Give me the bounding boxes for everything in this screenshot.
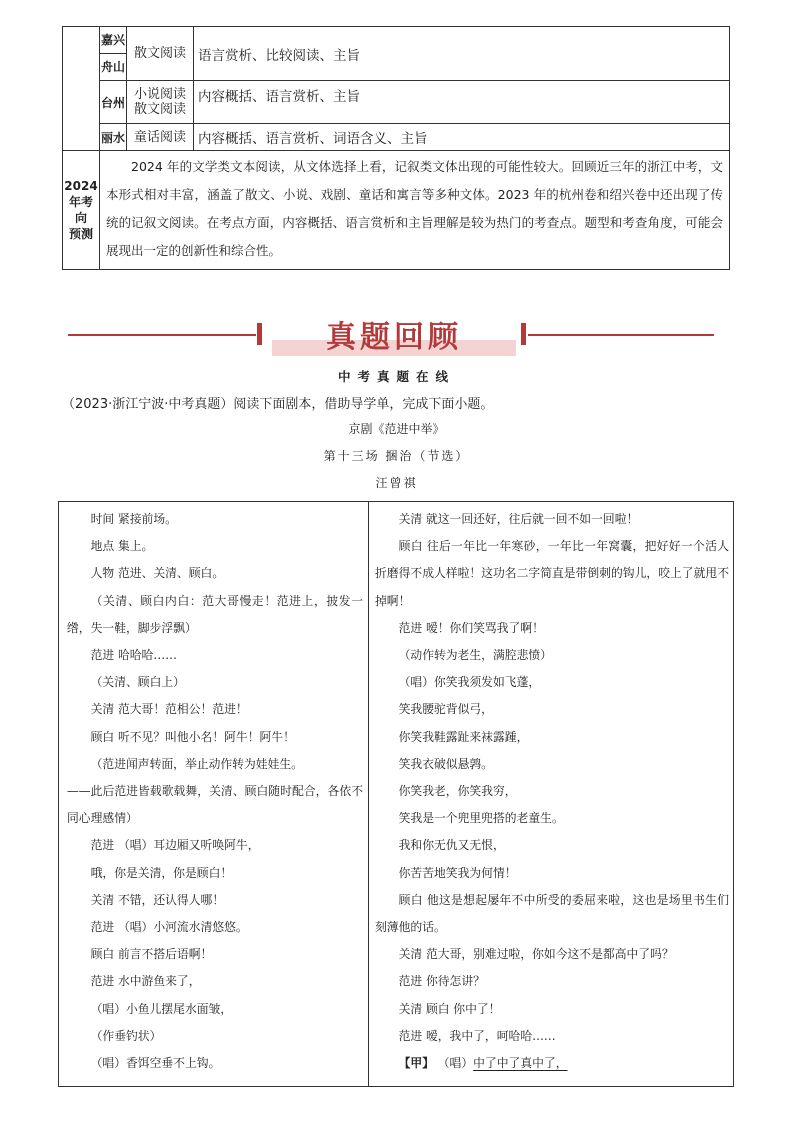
script-line: （关清、顾白上） (90, 675, 185, 690)
script-line: 你笑我老，你笑我穷， (398, 784, 517, 799)
script-line: 笑我是一个兜里兜搭的老童生。 (398, 811, 564, 826)
script-line: 范进 （唱）小河流水清悠悠。 (90, 920, 248, 935)
script-line: 你苦苦地笑我为何情！ (398, 865, 517, 880)
prediction-label-line: 预测 (68, 227, 93, 241)
section-divider-left (68, 334, 256, 336)
script-line: 哦，你是关清，你是顾白！ (90, 865, 233, 880)
script-line: 时间 紧接前场。 (90, 512, 177, 526)
script-last-line (375, 1050, 729, 1077)
section-subhead: 中考真题在线 (337, 369, 455, 384)
city-name: 台州 (100, 95, 125, 110)
city-cell (100, 27, 127, 81)
genre-cell (127, 81, 194, 124)
section-divider-right (528, 334, 714, 336)
script-line: 关清 顾白 你中了！ (398, 1001, 501, 1016)
genre-name: 童话阅读 (133, 129, 186, 145)
script-line: （唱）香饵空垂不上钩。 (90, 1056, 221, 1071)
sing-cue: （唱） (437, 1056, 474, 1071)
script-line: （唱）你笑我须发如飞蓬， (398, 675, 541, 690)
script-line: 范进 你待怎讲？ (398, 974, 485, 989)
script-line: 顾白 听不见？叫他小名！阿牛！阿牛！ (90, 729, 295, 744)
table-side-cell (63, 27, 100, 151)
play-author: 汪曾祺 (375, 476, 418, 490)
script-line: （作垂钓状） (90, 1028, 162, 1043)
script-line: 关清 不错，还认得人哪！ (90, 892, 225, 907)
section-bar-right (521, 323, 526, 345)
script-line: 我和你无仇又无恨， (398, 838, 505, 853)
question-intro: （2023·浙江宁波·中考真题）阅读下面剧本，借助导学单，完成下面小题。 (62, 397, 494, 412)
scene-title: 第十三场 捆治（节选） (323, 449, 470, 463)
script-line: 范进 哈哈哈…… (90, 648, 177, 663)
play-title: 京剧《范进中举》 (348, 422, 445, 436)
genre-name: 散文阅读 (133, 46, 186, 61)
script-line: 笑我衣破似悬鹑。 (398, 756, 493, 771)
genre-cell (127, 27, 194, 81)
script-line: 关清 范大哥，别难过啦，你如今这不是都高中了吗？ (398, 947, 674, 962)
prediction-text: 2024 年的文学类文本阅读，从文体选择上看，记叙类文体出现的可能性较大。回顾近三年的浙江中考，文本形式相对丰富，涵盖了散文、小说、戏剧、童话和寓言等多种文体。2023 年的杭州卷和绍兴卷中还出现了传统的记叙文阅读。在考点方面，内容概括、语言赏析和主旨理解是较为热门的考查点。题型和考查角度，可能会展现出一定的创新性和综合性。 (100, 151, 730, 270)
city-name: 舟山 (100, 60, 125, 74)
city-name: 嘉兴 (100, 27, 126, 54)
script-line: （范进闻声转面，举止动作转为娃娃生。 (90, 756, 303, 771)
script-line: 关清 范大哥！范相公！范进！ (90, 702, 248, 717)
script-line: 顾白 他这是想起屡年不中所受的委屈来啦，这也是场里书生们刻薄他的话。 (375, 892, 729, 935)
script-line: 范进 水中游鱼来了， (90, 974, 201, 989)
blank-marker-jia: 【甲】 (398, 1056, 434, 1071)
city-name: 丽水 (100, 130, 125, 145)
script-box (58, 501, 734, 1087)
city-cell (100, 81, 127, 124)
genre-cell (127, 124, 194, 151)
exam-points-cell: 内容概括、语言赏析、主旨 (194, 81, 730, 124)
script-line: 顾白 往后一年比一年寒砂，一年比一年窝囊，把好好一个活人折磨得不成人样啦！这功名二字简直是带倒刺的钩儿，咬上了就甩不掉啊！ (375, 539, 729, 608)
script-left-column (67, 506, 363, 1077)
prediction-label (63, 151, 100, 270)
genre-name: 小说阅读 (133, 87, 186, 102)
genre-name: 散文阅读 (133, 102, 186, 117)
script-line: （唱）小鱼儿摆尾水面皱， (90, 1001, 233, 1016)
section-title: 真题回顾 (326, 320, 462, 355)
script-line: 范进 嗳！你们笑骂我了啊！ (398, 620, 544, 635)
prediction-label-line: 年考 (68, 195, 93, 209)
prediction-label-line: 2024 (64, 179, 98, 193)
script-line: （关清、顾白内白：范大哥慢走！范进上，披发一绺，失一鞋，脚步浮飘） (67, 593, 363, 635)
script-line: 地点 集上。 (90, 539, 154, 554)
script-line: 关清 就这一回还好，往后就一回不如一回啦！ (398, 512, 639, 526)
exam-analysis-table (62, 26, 730, 270)
script-line: 范进 （唱）耳边厢又听唤阿牛， (90, 838, 260, 853)
column-divider (368, 502, 369, 1086)
script-line: 你笑我鞋露趾来袜露踵， (398, 729, 529, 744)
script-line: 顾白 前言不搭后语啊！ (90, 947, 213, 962)
section-bar-left (257, 323, 262, 345)
exam-points-cell: 内容概括、语言赏析、词语含义、主旨 (194, 124, 730, 151)
script-line: ——此后范进皆载歌载舞，关清、顾白随时配合，各依不同心理感情） (67, 784, 363, 826)
script-line: 人物 范进、关清、顾白。 (90, 566, 225, 581)
script-line: 范进 嗳，我中了，呵哈哈…… (398, 1028, 556, 1043)
underlined-lyric: 中了中了真中了， (473, 1056, 568, 1071)
script-line: 笑我腰驼背似弓， (398, 702, 493, 717)
prediction-label-line: 向 (74, 211, 87, 225)
city-cell (100, 124, 127, 151)
exam-points-cell: 语言赏析、比较阅读、主旨 (194, 27, 730, 81)
script-right-column (375, 506, 729, 1077)
script-line: （动作转为老生，满腔悲愤） (398, 648, 552, 663)
